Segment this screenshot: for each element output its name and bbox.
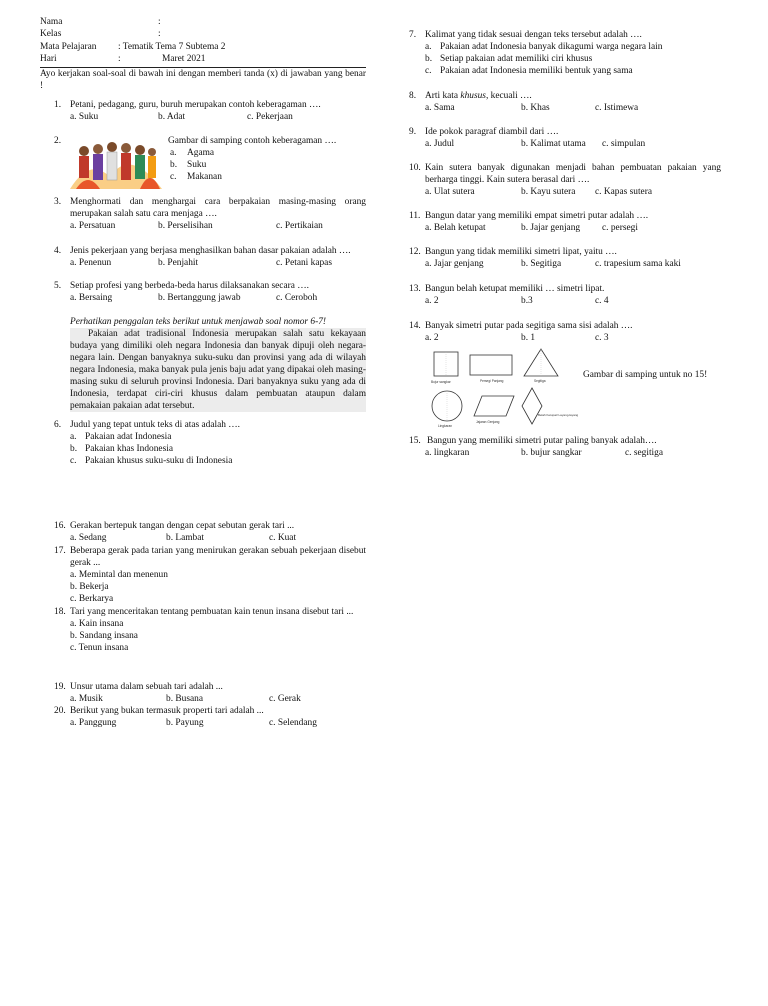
option-text: Pakaian khas Indonesia <box>85 444 173 454</box>
question-text: Menghormati dan menghargai cara berpakaian masing-masing orang merupakan salah satu cara menjaga …. <box>70 197 366 219</box>
option-c[interactable]: c. Ceroboh <box>276 293 318 303</box>
option-c[interactable]: c. trapesium sama kaki <box>595 259 681 269</box>
question-13 <box>409 283 721 307</box>
question-text: Gerakan bertepuk tangan dengan cepat sebutan gerak tari ... <box>70 521 295 531</box>
rectangle-shape <box>470 355 512 383</box>
text-emphasis: khusus <box>460 91 486 101</box>
option-b[interactable]: b. Kayu sutera <box>521 187 576 197</box>
mapel-label: Mata Pelajaran <box>40 41 97 52</box>
question-text: Kain sutera banyak digunakan menjadi bahan pembuatan pakaian yang berharga tinggi. Kain sutera berasal dari …. <box>425 163 721 185</box>
option-c[interactable] <box>70 455 366 467</box>
question-number: 17. <box>54 546 66 556</box>
options <box>70 257 366 269</box>
question-3 <box>54 196 366 232</box>
option-a[interactable]: a. Sedang <box>70 533 107 543</box>
option-letter: b. <box>425 54 433 64</box>
question-text: Banyak simetri putar pada segitiga sama sisi adalah …. <box>425 321 633 331</box>
option-a[interactable] <box>425 41 721 53</box>
rhombus-label: Belah Ketupat/ Layang-layang <box>538 413 579 417</box>
question-20 <box>54 705 366 729</box>
option-b[interactable]: b. Perselisihan <box>158 221 213 231</box>
parallelogram-label: Jajaran Genjang <box>476 420 500 424</box>
text-pre: Arti kata <box>425 91 461 101</box>
question-number: 8. <box>409 91 417 101</box>
option-a[interactable]: a. Panggung <box>70 718 117 728</box>
option-c[interactable]: c. Selendang <box>269 718 317 728</box>
question-6 <box>54 419 366 467</box>
option-c[interactable]: c. Kapas sutera <box>595 187 653 197</box>
question-number: 19. <box>54 682 66 692</box>
option-a[interactable] <box>170 147 368 159</box>
option-a[interactable]: a. Ulat sutera <box>425 187 475 197</box>
option-c[interactable]: c. segitiga <box>625 448 664 458</box>
question-text: Bangun yang memiliki simetri putar paling banyak adalah…. <box>427 436 657 446</box>
question-number: 18. <box>54 607 66 617</box>
question-text <box>425 90 721 102</box>
option-b[interactable]: b. 1 <box>521 333 536 343</box>
question-number: 5. <box>54 281 62 291</box>
option-b[interactable]: b. Lambat <box>166 533 205 543</box>
passage-title-text: Perhatikan penggalan teks berikut untuk menjawab soal nomor 6-7! <box>70 317 327 327</box>
question-18 <box>54 606 366 654</box>
options <box>70 717 366 729</box>
option-b[interactable]: b. Khas <box>521 103 550 113</box>
options <box>425 222 721 234</box>
option-a[interactable] <box>70 431 366 443</box>
option-c[interactable]: c. simpulan <box>602 139 646 149</box>
option-a[interactable]: a. Bersaing <box>70 293 113 303</box>
question-number: 13. <box>409 284 421 294</box>
option-b[interactable]: b. Penjahit <box>158 258 199 268</box>
option-c[interactable] <box>170 171 368 183</box>
options <box>425 295 721 307</box>
question-text: Kalimat yang tidak sesuai dengan teks tersebut adalah …. <box>425 30 642 40</box>
option-c[interactable]: c. 3 <box>595 333 609 343</box>
option-text: Suku <box>187 160 207 170</box>
square-shape <box>431 352 458 384</box>
question-17 <box>54 545 366 605</box>
hari-row <box>40 53 366 65</box>
option-a[interactable]: a. Memintal dan menenun <box>70 570 168 580</box>
rhombus-shape <box>522 388 579 424</box>
circle-label: Lingkaran <box>438 424 452 428</box>
option-letter: c. <box>70 456 77 466</box>
question-number: 11. <box>409 211 421 221</box>
figure-caption: Gambar di samping untuk no 15! <box>583 370 708 380</box>
options <box>70 111 366 123</box>
question-text: Gambar di samping contoh keberagaman …. <box>168 136 337 146</box>
option-text: Setiap pakaian adat memiliki ciri khusus <box>440 54 593 64</box>
question-number: 15. <box>409 436 421 446</box>
option-c[interactable]: c. Gerak <box>269 694 301 704</box>
question-2 <box>54 135 366 191</box>
option-c[interactable]: c. Berkarya <box>70 594 114 604</box>
question-number: 16. <box>54 521 66 531</box>
question-text: Jenis pekerjaan yang berjasa menghasilkan bahan dasar pakaian adalah …. <box>70 246 351 256</box>
options <box>425 332 721 344</box>
mapel-row <box>40 41 366 53</box>
options <box>70 532 366 544</box>
option-a[interactable]: a. Belah ketupat <box>425 223 486 233</box>
identity-header <box>40 16 366 92</box>
option-letter: b. <box>170 160 178 170</box>
question-text: Berikut yang bukan termasuk properti tari adalah ... <box>70 706 264 716</box>
question-text: Judul yang tepat untuk teks di atas adalah …. <box>70 420 241 430</box>
option-text: Pakaian khusus suku-suku di Indonesia <box>85 456 233 466</box>
option-c[interactable]: c. 4 <box>595 296 609 306</box>
question-text: Tari yang menceritakan tentang pembuatan kain tenun insana disebut tari ... <box>70 607 354 617</box>
option-a[interactable]: a. Judul <box>425 139 455 149</box>
question-10 <box>409 162 721 198</box>
option-b[interactable]: b. bujur sangkar <box>521 448 582 458</box>
options <box>425 102 721 114</box>
options <box>425 186 721 198</box>
rectangle-label: Persegi Panjang <box>480 379 504 383</box>
passage-text: Pakaian adat tradisional Indonesia merupakan salah satu kekayaan budaya yang dimiliki oleh negara Indonesia dan banyak dipuji oleh negara-negara lain. Dengan banyaknya suku-suku dan provinsi yang ada di wilayah negara Indonesia, maka banyak pula jenis baju adat yang dipakai oleh masing-masing suku di seluruh provinsi Indonesia. Dari banyaknya suku yang ada di Indonesia, terdapat ciri-ciri khusus dalam pembuatan ataupun dalam pemakaian pakaian adat tersebut. <box>70 329 366 411</box>
question-text: Bangun belah ketupat memiliki … simetri lipat. <box>425 284 605 294</box>
option-letter: a. <box>70 432 77 442</box>
kelas-label: Kelas <box>40 29 62 40</box>
option-text: Agama <box>187 148 215 158</box>
question-number: 2. <box>54 136 62 146</box>
question-8 <box>409 90 721 114</box>
option-text: Pakaian adat Indonesia <box>85 432 172 442</box>
option-c[interactable]: c. Tenun insana <box>70 643 129 653</box>
question-7 <box>409 29 721 77</box>
question-number: 6. <box>54 420 62 430</box>
option-text: Makanan <box>187 172 222 182</box>
option-c[interactable] <box>425 65 721 77</box>
options <box>425 258 721 270</box>
passage-title <box>70 316 366 328</box>
question-number: 14. <box>409 321 421 331</box>
option-b[interactable] <box>170 159 368 171</box>
option-c[interactable]: c. Istimewa <box>595 103 639 113</box>
nama-colon: : <box>158 17 161 27</box>
option-b[interactable] <box>70 443 366 455</box>
question-1 <box>54 99 366 123</box>
question-number: 1. <box>54 100 62 110</box>
question-number: 10. <box>409 163 421 173</box>
hari-colon: : <box>118 54 121 65</box>
hari-value: Maret 2021 <box>162 54 206 65</box>
question-5 <box>54 280 366 304</box>
question-12 <box>409 246 721 270</box>
option-a[interactable]: a. Penenun <box>70 258 112 268</box>
nama-label: Nama <box>40 17 63 27</box>
question-text: Setiap profesi yang berbeda-beda harus dilaksanakan secara …. <box>70 281 309 291</box>
option-letter: a. <box>170 148 177 158</box>
nama-row <box>40 16 366 28</box>
question-2-body <box>168 135 368 183</box>
traditional-clothing-illustration <box>70 137 162 189</box>
option-a[interactable]: a. lingkaran <box>425 448 470 458</box>
reading-passage <box>70 316 366 412</box>
option-text: Pakaian adat Indonesia memiliki bentuk yang sama <box>440 66 633 76</box>
triangle-label: Segitiga <box>534 379 546 383</box>
kelas-colon: : <box>158 29 161 40</box>
option-letter: a. <box>425 42 432 52</box>
question-4 <box>54 245 366 269</box>
option-letter: c. <box>425 66 432 76</box>
option-c[interactable]: c. Kuat <box>269 533 297 543</box>
question-text: Bangun datar yang memiliki empat simetri putar adalah …. <box>425 211 649 221</box>
options <box>425 447 721 459</box>
option-a[interactable]: a. 2 <box>425 296 439 306</box>
mapel-value: : Tematik Tema 7 Subtema 2 <box>118 41 226 52</box>
option-b[interactable]: b. Jajar genjang <box>521 223 581 233</box>
option-b[interactable] <box>425 53 721 65</box>
question-text: Petani, pedagang, guru, buruh merupakan contoh keberagaman …. <box>70 100 321 110</box>
question-number: 20. <box>54 706 66 716</box>
parallelogram-shape <box>474 396 514 424</box>
option-b[interactable]: b. Adat <box>158 112 186 122</box>
instruction-text: Ayo kerjakan soal-soal di bawah ini dengan memberi tanda (x) di jawaban yang benar ! <box>40 68 366 91</box>
question-number: 3. <box>54 197 62 207</box>
question-14 <box>409 320 721 344</box>
text-post: , kecuali …. <box>485 91 532 101</box>
option-b[interactable]: b. Bekerja <box>70 582 109 592</box>
question-11 <box>409 210 721 234</box>
option-b[interactable]: b. Busana <box>166 694 203 704</box>
question-number: 7. <box>409 30 417 40</box>
option-b[interactable]: b.3 <box>521 296 533 306</box>
option-letter: c. <box>170 172 177 182</box>
option-b[interactable]: b. Sandang insana <box>70 631 138 641</box>
option-a[interactable]: a. Sama <box>425 103 455 113</box>
options <box>425 138 721 150</box>
option-a[interactable]: a. Musik <box>70 694 103 704</box>
question-text: Unsur utama dalam sebuah tari adalah ... <box>70 682 223 692</box>
question-number: 4. <box>54 246 62 256</box>
question-text: Ide pokok paragraf diambil dari …. <box>425 127 559 137</box>
circle-shape <box>432 391 462 428</box>
option-c[interactable]: c. Petani kapas <box>276 258 332 268</box>
triangle-shape <box>524 349 558 383</box>
option-a[interactable]: a. Persatuan <box>70 221 116 231</box>
options <box>70 220 366 232</box>
options <box>70 292 366 304</box>
square-label: Bujur sangkar <box>431 380 451 384</box>
option-letter: b. <box>70 444 78 454</box>
question-19 <box>54 681 366 705</box>
plane-shapes-figure <box>428 346 579 428</box>
option-b[interactable]: b. Segitiga <box>521 259 562 269</box>
option-c[interactable]: c. persegi <box>602 223 638 233</box>
option-b[interactable]: b. Payung <box>166 718 204 728</box>
option-a[interactable]: a. 2 <box>425 333 439 343</box>
option-b[interactable]: b. Kalimat utama <box>521 139 586 149</box>
option-a[interactable]: a. Jajar genjang <box>425 259 484 269</box>
question-text: Beberapa gerak pada tarian yang menirukan gerakan sebuah pekerjaan disebut gerak ... <box>70 546 366 568</box>
question-text: Bangun yang tidak memiliki simetri lipat, yaitu …. <box>425 247 617 257</box>
question-9 <box>409 126 721 150</box>
option-a[interactable]: a. Kain insana <box>70 619 124 629</box>
options <box>70 693 366 705</box>
option-text: Pakaian adat Indonesia banyak dikagumi warga negara lain <box>440 42 663 52</box>
question-number: 12. <box>409 247 421 257</box>
option-c[interactable]: c. Pertikaian <box>276 221 323 231</box>
question-16 <box>54 520 366 544</box>
kelas-row <box>40 28 366 40</box>
option-a[interactable]: a. Suku <box>70 112 99 122</box>
hari-label: Hari <box>40 54 57 65</box>
question-15 <box>409 435 721 459</box>
option-b[interactable]: b. Bertanggung jawab <box>158 293 241 303</box>
question-number: 9. <box>409 127 417 137</box>
option-c[interactable]: c. Pekerjaan <box>247 112 293 122</box>
